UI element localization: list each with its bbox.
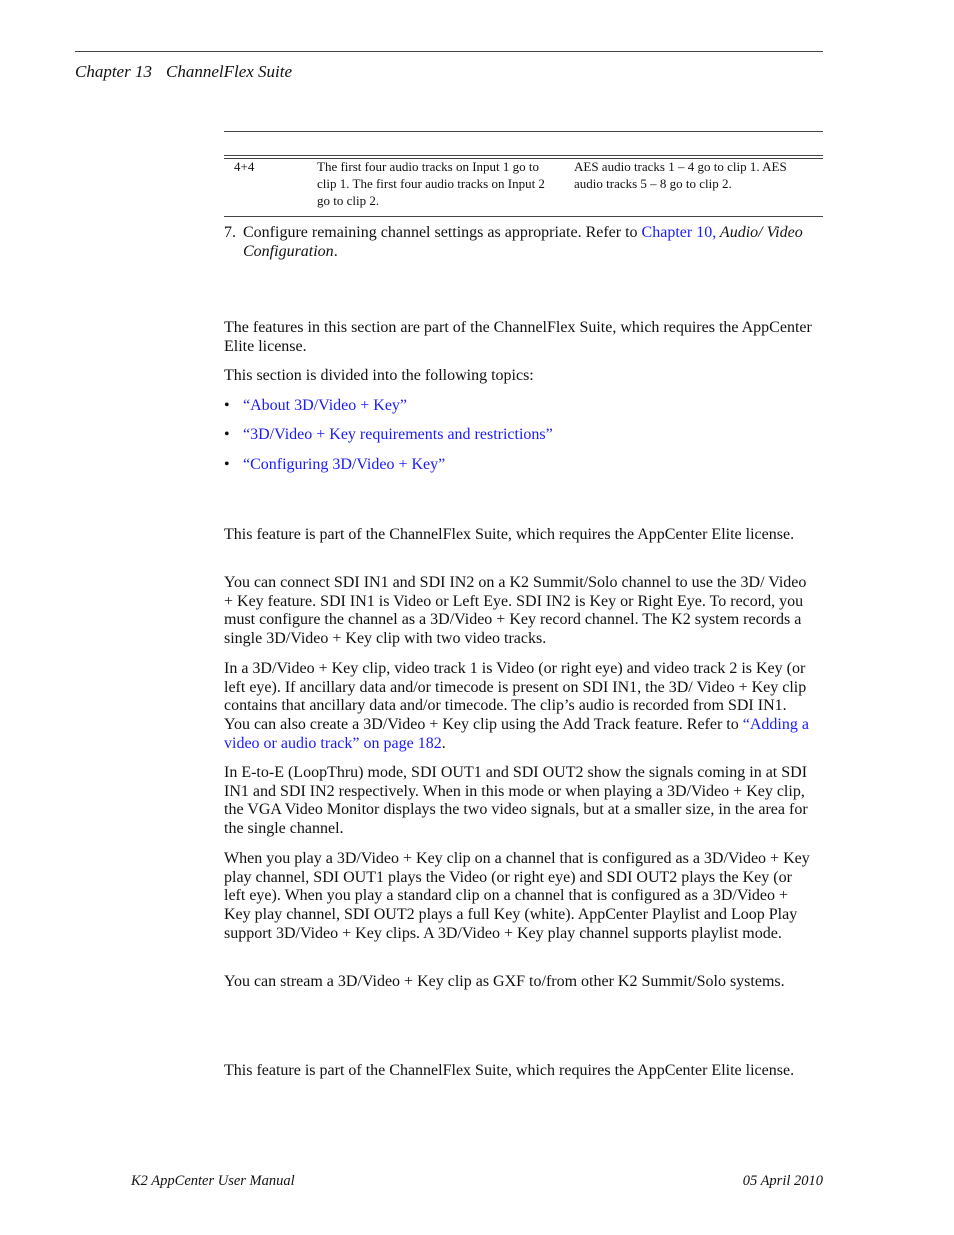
footer-date: 05 April 2010	[742, 1173, 823, 1189]
about-paragraph-4: In E-to-E (LoopThru) mode, SDI OUT1 and SDI OUT2 show the signals coming in at SDI IN1 and SDI IN2 respectively. When in this mode or when playing a 3D/Video + Key clip, the VGA Video Monitor displays the two video signals, but at a smaller size, in the area for the single channel.	[224, 764, 808, 838]
running-header	[75, 62, 292, 82]
bullet-icon: •	[224, 456, 230, 473]
step-number: 7.	[224, 224, 236, 241]
table-top-rule	[224, 131, 823, 132]
about-3d-video-key-link[interactable]: “About 3D/Video + Key”	[243, 397, 408, 414]
intro-paragraph-2: This section is divided into the following topics:	[224, 367, 534, 384]
intro-paragraph-1: The features in this section are part of the ChannelFlex Suite, which requires the AppCenter Elite license.	[224, 319, 812, 355]
about-paragraph-5: When you play a 3D/Video + Key clip on a channel that is configured as a 3D/Video + Key play channel, SDI OUT1 plays the Video (or right eye) and SDI OUT2 plays the Key (or left eye). When you play a standard clip on a channel that is configured as a 3D/Video + Key play channel, SDI OUT2 plays a full Key (white). AppCenter Playlist and Loop Play support 3D/Video + Key clips. A 3D/Video + Key play channel supports playlist mode.	[224, 850, 810, 942]
configuring-3d-video-key-link[interactable]: “Configuring 3D/Video + Key”	[243, 456, 446, 473]
requirements-restrictions-link[interactable]: “3D/Video + Key requirements and restrictions”	[243, 426, 553, 443]
about-paragraph-6: You can stream a 3D/Video + Key clip as GXF to/from other K2 Summit/Solo systems.	[224, 973, 785, 990]
bullet-icon: •	[224, 426, 230, 443]
table-cell-input: The first four audio tracks on Input 1 go to clip 1. The first four audio tracks on Input 2 go to clip 2.	[317, 159, 545, 208]
chapter-10-link[interactable]: Chapter 10,	[641, 224, 717, 241]
footer-manual-title: K2 AppCenter User Manual	[131, 1173, 295, 1189]
step-text: Configure remaining channel settings as appropriate. Refer to Chapter 10, Audio/ Video Configuration.	[243, 224, 803, 260]
about-paragraph-2: You can connect SDI IN1 and SDI IN2 on a K2 Summit/Solo channel to use the 3D/ Video + Key feature. SDI IN1 is Video or Left Eye. SDI IN2 is Key or Right Eye. To record, you must configure the channel as a 3D/Video + Key record channel. The K2 system records a single 3D/Video + Key clip with two video tracks.	[224, 574, 807, 648]
chapter-title: ChannelFlex Suite	[165, 62, 293, 81]
bullet-icon: •	[224, 397, 230, 414]
requirements-paragraph-1: This feature is part of the ChannelFlex Suite, which requires the AppCenter Elite license.	[224, 1062, 795, 1079]
about-paragraph-1: This feature is part of the ChannelFlex Suite, which requires the AppCenter Elite license.	[224, 526, 795, 543]
chapter-number: Chapter 13	[75, 62, 152, 81]
table-bottom-rule	[224, 216, 823, 217]
table-cell-mode: 4+4	[234, 159, 255, 174]
header-rule	[75, 51, 823, 52]
about-paragraph-3: In a 3D/Video + Key clip, video track 1 is Video (or right eye) and video track 2 is Key (or left eye). If ancillary data and/or timecode is present on SDI IN1, the 3D/ Video + Key clip contains that ancillary data and/or timecode. The clip’s audio is recorded from SDI IN1. You can also create a 3D/Video + Key clip using the Add Track feature. Refer to “Adding a video or audio track” on page 182.	[224, 660, 809, 752]
adding-track-link[interactable]: “Adding a video or audio track” on page 182	[224, 716, 809, 752]
table-header-rule-1	[224, 155, 823, 156]
table-cell-aes: AES audio tracks 1 – 4 go to clip 1. AES audio tracks 5 – 8 go to clip 2.	[574, 159, 787, 191]
